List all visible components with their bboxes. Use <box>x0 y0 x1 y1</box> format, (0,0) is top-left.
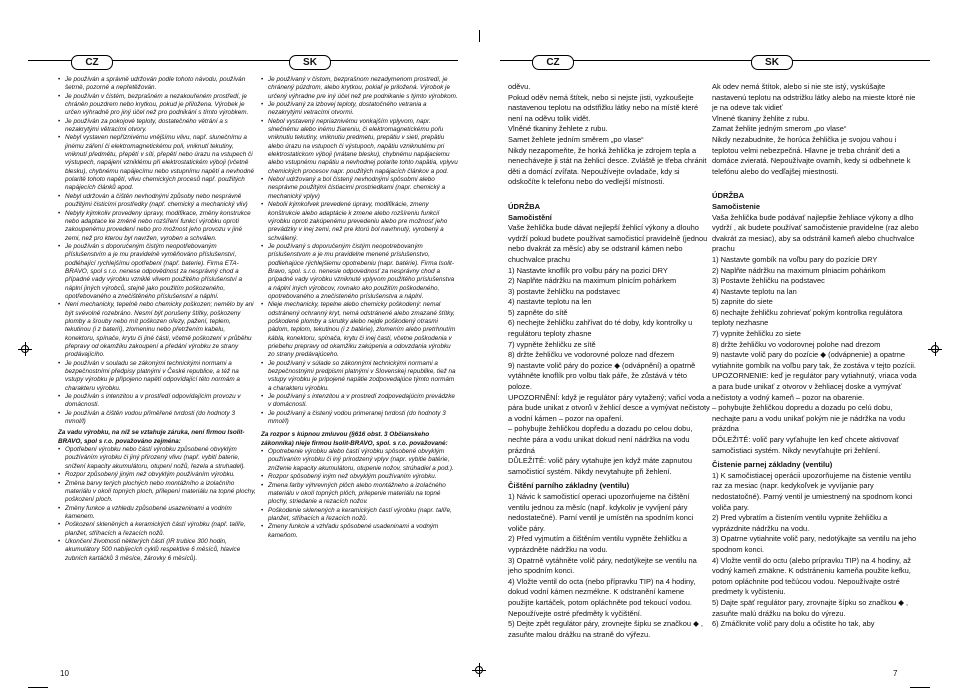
paragraph: DÔLEŽITÉ: volič pary vyťahujte len keď chcete aktivovať samočistiaci systém. Nikdy nevyťahujte pri žehlení. <box>712 435 900 455</box>
paragraph: Nikdy nezapomeňte, že horká žehlička je zdrojem tepla a nenechávejte ji stát na žehlicí desce. Zvláště je třeba chránit děti a domácí zvířata. Nepoužívejte ovladače, kdy si odskočíte k telefonu nebo do vedlejší místnosti. <box>508 145 707 187</box>
list-item: • Je používaný s intenzitou a v prostredí zodpovedajúcim prevádzke v domácnosti. <box>261 393 459 410</box>
paragraph: 5) Dajte späť regulátor pary, zrovnajte šípku so značkou ◆ , zasuňte malú drážku na boku do výrezu. <box>712 597 909 618</box>
paragraph: UPOZORNENIE: keď je regulátor pary vytiahnutý, vriaca voda a para bude unikať z otvorov v žehliacej doske a vymývať nečistoty a vodný kameň – pozor na obarenie. <box>712 371 917 402</box>
paragraph: Vaše žehlička bude dávat nejlepší žehlicí výkony a dlouho vydrží pokud budete používat samočisticí pravidelně (jednou nebo dvakrát za měsíc) aby se odstranil kámen nebo chuchvalce prachu <box>508 223 708 264</box>
list-item: • Je používán v čistém, bezprašném a nezakouřeném prostředí, je chráněn pouzdrem nebo krytkou, pokud je přiložena. Výrobek je určen výhradně pro jiný účel než pro podnikání s tímto výrobkem. <box>58 93 256 118</box>
warranty-exclusion-heading: Za vadu výrobku, na níž se vztahuje záruka, není firmou Isolit-BRAVO, spol s r.o. považováno zejména: <box>58 429 245 445</box>
list-item: • Zmena farby výhrevných plôch alebo montážneho a izolačného materiálu v okolí topných plôch, prilepenie materiálu na topné plochy, striedanie a rezacích nožov. <box>261 482 459 507</box>
paragraph: Vlnené tkaniny žehlite z rubu. <box>712 113 810 123</box>
paragraph: 2) Naplňte nádržku na maximum plniacim pohárikom <box>712 265 886 275</box>
list-item: • Rozpor způsobený jiným než obvyklým používáním výrobku. <box>58 471 256 479</box>
paragraph: 6) nechajte žehličku zohrievať pokým kontrolka regulátora teploty nezhasne <box>712 307 903 328</box>
warranty-exclusions-list <box>261 448 459 540</box>
language-badge-cz-left: CZ <box>71 55 113 70</box>
list-item: • Zmeny funkcie a vzhľadu spôsobené usadeninami a vodným kameňom. <box>261 523 459 540</box>
warranty-conditions-list <box>261 76 459 426</box>
section-heading-maintenance: ÚDRŽBA <box>712 191 745 201</box>
registration-mark-left <box>18 342 32 356</box>
language-badge-cz-right: CZ <box>532 55 574 70</box>
list-item: • Je používaný za izbovej teploty, dostatočného vetrania a nezakrytými vetracími otvormi. <box>261 101 459 118</box>
paragraph: 1) Návic k samočisticí operaci upozorňujeme na čištění ventilu jednou za měsíc (např. kdykoliv je vyvíjení páry nedostatečné). Parní ventil je umístěn na spodním konci voliče páry. <box>508 491 694 533</box>
paragraph: 5) zapnite do siete <box>712 297 773 307</box>
paragraph: 6) nechejte žehličku zahřívat do té doby, kdy kontrolky u regulátoru teploty zhasne <box>508 318 693 339</box>
section-heading-valve-cleaning: Čistenie parnej základny (ventilu) <box>712 460 833 470</box>
paragraph: 1) K samočistiacej operácii upozorňujeme na čistenie ventilu raz za mesiac (napr. kedykoľvek je vyvíjanie pary nedostatočné). Parný ventil je umiestnený na spodnom konci voliča pary. <box>712 470 913 512</box>
valve-cleaning-steps <box>712 471 919 630</box>
paragraph: UPOZORNĚNÍ: když je regulátor páry vytažený; vařicí voda a pára bude unikat z otvorů v žehlicí desce a vymývat nečistoty a vodní kámen – pozor na opaření. <box>508 392 711 423</box>
list-item: • Nebol udržovaný a bol čistený nevhodnými spôsobmi alebo nesprávne použitými čistiacimi prostriedkami (napr. chemický a mechanický vplyv) <box>261 176 459 201</box>
paragraph: 9) nastavte volič páry do pozice ◆ (odvápnění) a opatrně vytáhněte knoflík pro volbu tlak páře, že zůstává v této poloze. <box>508 360 696 392</box>
list-item: • Je používán a čištěn vodou přiměřené tvrdosti (do hodnoty 3 mmol/l) <box>58 410 256 427</box>
subheading-self-cleaning: Samočistění <box>508 212 552 222</box>
crop-mark-bottom-left <box>28 687 48 688</box>
paragraph: 8) držte žehličku vo vodorovnej polohe nad drezom <box>712 339 881 349</box>
list-item: • Je používán s intenzitou a v prostředí odpovídajícím provozu v domácnosti. <box>58 393 256 410</box>
paragraph: 5) zapněte do sítě <box>508 307 568 317</box>
paragraph: 2) Pred vybratím a čistením ventilu vypnite žehličku a vyprázdnite nádržku na vodu. <box>712 513 888 533</box>
registration-mark-right <box>928 342 942 356</box>
paragraph: 1) Nastavte knoflík pro volbu páry na pozici DRY <box>508 265 668 275</box>
column-sk-warranty <box>261 76 459 540</box>
paragraph: Nikdy nezabudnite, že horúca žehlička je svojou vahou i teplotou velmi nebezpečná. Hlavne je treba chrániť deti a domáce zvieratá. Nepoužívajte ovamih, kedy si odbehnete k telefónu alebo do vedľajšej miestnosti. <box>712 134 911 176</box>
warranty-conditions-list <box>58 76 256 426</box>
list-item: • Je používán v souladu se zákonými technickými normami a bezpečnostními předpisy platnými v České republice, a též na vstupy výrobku je připojeno napětí odpovídající této normám a charakteru výrobku. <box>58 360 256 393</box>
list-item: • Je používaný s doporučeným čistým neopotrebovaným príslušenstvom a je mu pravidelne menené príslušenstvo, podliehajúce rýchlejšiemu opotrebeniu (napr. batérie). Firma Isolit-Bravo, spol. s.r.o. nenesie odpovednosť za nesprávny chod a prípadné vady výrobku vzniknuté vplyvom použitého príslušenstva a náplní iných výrobcov, rovnako ako použitím poškodeného, opotrebovaného a znečisteného príslušenstva a náplní. <box>261 243 459 301</box>
column-sk-maintenance <box>712 82 919 630</box>
list-item: • Poškození skleněných a keramických částí výrobku (např. talíře, planžet, střihacích a řezacích nožů. <box>58 521 256 538</box>
paragraph: Pokud oděv nemá štítek, nebo si nejste jisti, vyzkoušejte nastavenou teplotu na odstřižku látky nebo na místě které není na oděvu tolik vidět. <box>508 92 699 123</box>
section-heading-valve-cleaning: Čištění parního základny (ventilu) <box>508 481 630 491</box>
section-heading-maintenance: ÚDRŽBA <box>508 201 541 211</box>
paragraph: 3) Postavte žehličku na podstavec <box>712 276 825 286</box>
paragraph: Vaša žehlička bude podávať najlepšie žehliace výkony a dlho vydrží , ak budete používať samočistenie pravidelne (raz alebo dvakrát za mesiac), aby sa odstránil kameň alebo chuchvalce prachu <box>712 212 919 254</box>
paragraph: 3) Opatrně vytáhněte volič páry, nedotýkejte se ventilu na jeho spodním konci. <box>508 555 697 576</box>
paragraph: – pohybujte žehličkou dopredu a dozadu po celú dobu, nechajte paru a vodu unikať pokým nie je nádržka na vodu prázdna <box>712 403 905 434</box>
registration-mark-bottom <box>472 663 486 677</box>
crop-mark-bottom-right <box>910 687 930 688</box>
ironing-tips <box>712 82 919 177</box>
list-item: • Je používaný v súlade so zákonnými technickými normami a bezpečnostnými predpismi platnými v Slovenskej republike, tiež na vstupy výrobku je pripojené napätie zodpovedajúce týmto normám a charakteru výrobku. <box>261 360 459 393</box>
column-cz-warranty <box>58 76 256 563</box>
list-item: • Je používán za pokojové teploty, dostatečného větrání a s nezakrytými větracími otvory. <box>58 118 256 135</box>
paragraph: Vlněné tkaniny žehlete z rubu. <box>508 124 608 134</box>
list-item: • Změny funkce a vzhledu způsobené usazeninami a vodním kamenem. <box>58 505 256 522</box>
list-item: • Není mechanicky, tepelně nebo chemicky poškozen; nemělo by ani být svévolně rozebráno. Nesmí být porušeny štítky, poškozeny plomby a šrouby nebo mít poškozen ořezy, pažení, teplem, tekutinou (i z baterií), zlomeninu nebo přetržením kabelu, konektoru, spínače, krytu či jiné části, včetně poškození v průběhu přepravy od okamžiku zakoupení a předání výrobku ze strany prodávajícího. <box>58 301 256 359</box>
paragraph: Ak odev nemá štítok, alebo si nie ste istý, vyskúšajte nastavenú teplotu na odstrižku látky alebo na mieste ktoré nie je na odeve tak vidieť <box>712 82 916 113</box>
ironing-tips <box>508 82 711 188</box>
list-item: • Nebol vystavený nepriaznivému vonkajším vplyvom, napr. slnečnému alebo inému žiareniu, či elektromagnetickému poľu vniknutiu tekutiny, vniknutiu predmetu, prepätiu v sieti, prepätiu alebo úrazu na vstupoch či výstupoch, napätiu vzniknutému pri elektrostatickom výboji (vrátane blesku), chybnému napájaciemu alebo vstupnému napätiu a nevhodnej polarite tohto napätia, vplyvu chemických procesov napr. použitých napájacích článkov a pod. <box>261 118 459 176</box>
center-crop-mark <box>479 30 480 42</box>
valve-cleaning-steps <box>508 492 711 640</box>
page-number-left: 10 <box>60 669 69 678</box>
paragraph: 2) Naplňte nádržku na maximum plnicím pohárkem <box>508 276 677 286</box>
list-item: • Ukončení životnosti některých částí (IR trubice 300 hodin, akumulátory 500 nabíjecích cyklů respektive 6 měsíců, hlavice zubních kartáčků 3 měsíce, žárovky 6 měsíců). <box>58 538 256 563</box>
paragraph: 4) Nastavte teplotu na lan <box>712 286 797 296</box>
list-item: • Poškodenie sklenených a keramických častí výrobku (napr. talíře, planžet, střihacích a řezacích nožů. <box>261 507 459 524</box>
self-cleaning-steps <box>712 213 919 457</box>
paragraph: 9) nastavte volič pary do pozície ◆ (odvápnenie) a opatrne vytiahnite gombík na voľbu pary tak, že zostáva v tejto pozícii. <box>712 350 916 370</box>
self-cleaning-steps <box>508 223 711 477</box>
paragraph: 7) vypnite žehličku zo siete <box>712 329 801 339</box>
paragraph: 8) držte žehličku ve vodorovné poloze nad dřezem <box>508 350 675 360</box>
list-item: • Nebyl udržován a čištěn nevhodnými způsoby nebo nesprávně použitými čisticími prostředky (např. chemický a mechanický vliv) <box>58 193 256 210</box>
warranty-exclusion-heading: Za rozpor s kúpnou zmluvou (§616 obst. 3 Občianskeho zákonníka) nieje firmou Isolit-BRAVO, spol. s r.o. považované: <box>261 431 448 447</box>
paragraph: 3) Opatrne vytiahnite volič pary, nedotýkajte sa ventilu na jeho spodnom konci. <box>712 534 917 554</box>
list-item: • Je používaný v čistom, bezprašnom nezadymenom prostredí, je chránený púzdrom, alebo krytkou, pokiaľ je priložená. Výrobok je určený výhradne pre iný účel než pre podnikanie s týmto výrobkom. <box>261 76 459 101</box>
paragraph: 3) postavte žehličku na podstavec <box>508 286 621 296</box>
language-badge-sk-right: SK <box>751 55 793 70</box>
column-cz-maintenance <box>508 82 711 640</box>
paragraph: 4) Vložte ventil do octa (nebo přípravku TIP) na 4 hodiny, dokud vodní kámen nezmékne. K odstranění kamene použijte kartáček, potom opláchněte pod tekoucí vodou. Nepoužívejte ostré předměty k vyčištění. <box>508 576 696 618</box>
paragraph: 4) nastavte teplotu na len <box>508 297 592 307</box>
paragraph: 5) Dejte zpět regulátor páry, zrovnejte šipku se značkou ◆ , zasuňte malou drážku na straně do výřezu. <box>508 619 703 639</box>
subheading-self-cleaning: Samočistenie <box>712 201 760 211</box>
paragraph: oděvu. <box>508 82 531 91</box>
paragraph: DŮLEŽITÉ: volič páry vytahujte jen když máte zapnutou samočisticí systém. Nikdy nevytahujte při žehlení. <box>508 456 692 476</box>
list-item: • Opotřebení výrobku nebo částí výrobku způsobené obvyklým používáním výrobku či jiný přirozený vlivu (např. vybití baterie, snížení kapacity akumulátoru, otupení nožů, řezela a struhadel). <box>58 446 256 471</box>
paragraph: 2) Před vyjmutím a čištěním ventilu vypněte žehličku a vyprázdněte nádržku na vodu. <box>508 534 687 554</box>
paragraph: 1) Nastavte gombík na voľbu pary do pozície DRY <box>712 254 878 264</box>
list-item: • Nieje mechanicky, tepelne alebo chemicky poškodený: nemal odstránený ochranný kryt, nemá odstránené alebo zmazané štítky, poškodené plomby a skrutky alebo nejde poškodený otrasmi pádom, teplom, tekutinou (i z batérie), zlomením alebo pretrhnutím kábla, konektoru, spínača, krytu či inej časti, včetne poškodenia v priebehu prepravy od okamžiku zakúpenia a odovzdania výrobku zo strany predávajúceho. <box>261 301 459 359</box>
list-item: • Nebyl vystaven nepříznivému vnějšímu vlivu, např. slunečnímu a jinému záření či elektromagnetickému poli, vniknutí tekutiny, vniknutí předmětu, přepětí v síti, přepětí nebo úrazu na vstupech či výstupech, napájení vzniklému při elektrostatickém výboji (včetně blesku), chybnému napájecímu nebo vstupnímu napětí a nevhodné polaritě tohoto napětí, vlivu chemických procesů např. použitých napájecích článků apod. <box>58 134 256 192</box>
list-item: • Je používán a správně udržován podle tohoto návodu, používán šetrně, pozorně a nepřetěžován. <box>58 76 256 93</box>
list-item: • Rozpor spôsobený iným než obvyklým používaním výrobku. <box>261 473 459 481</box>
paragraph: Samet žehlete jedním směrem „po vlase“ <box>508 134 644 144</box>
list-item: • Opotrebenie výrobku alebo častí výrobku spôsobené obvyklým používaním výrobku či iný prirodzený vplyv (napr. vybitie batérie, zníženie kapacity akumulátoru, otupenie nožov, strúhadiel a pod.). <box>261 448 459 473</box>
list-item: • Změna barvy terých plochých nebo montážního a izolačního materiálu v okolí topných ploch, přilepení materiálu na topné plochy, poškození ploch. <box>58 480 256 505</box>
page-number-right: 7 <box>893 669 898 678</box>
paragraph: 6) Zmáčknite volič pary dolu a očistite ho tak, aby <box>712 619 875 629</box>
list-item: • Je používaný a čistený vodou primeranej tvrdosti (do hodnoty 3 mmol/l) <box>261 410 459 427</box>
list-item: • Nebyly kýmkoliv provedeny úpravy, modifikace, změny konstrukce nebo adaptace ke změně nebo rozšíření funkcí výrobku oproti zakoupenému provedení nebo pro možnost jeho provozu v jiné zemi, než pro kterou byl navržen, vyroben a schválen. <box>58 210 256 243</box>
warranty-exclusions-list <box>58 446 256 563</box>
list-item: • Je používán s doporučeným čistým neopotřebovaným příslušenstvím a je mu pravidelně vyměňováno příslušenství, podléhající rychlejšímu opotřebení (např. baterie). Firma ETA-BRAVO, spol s r.o. nenese odpovědnost za nesprávný chod a případné vady výrobku vzniklé vlivem použitého příslušenství a náplní jiných výrobců, stejně jako použitím poškozeného, opotřebovaného a znečištěného příslušenství a náplní. <box>58 243 256 301</box>
language-badge-sk-left: SK <box>289 55 331 70</box>
paragraph: – pohybujte žehličkou dopředu a dozadu po celou dobu, nechte pára a vodu unikat dokud není nádržka na vodu prázdná <box>508 424 693 455</box>
list-item: • Nebolii kýmkoľvek prevedené úpravy, modifikácie, zmeny konštrukcie alebo adaptácie k zmene alebo rozšíreniu funkcií výrobku oproti zakúpenému prevedeniu alebo pre možnosť jeho prevádzky v inej zemi, než pre ktorú bol navrhnutý, vyrobený a schválený. <box>261 201 459 243</box>
paragraph: 4) Vložte ventil do octu (alebo prípravku TIP) na 4 hodiny, až vodný kameň zmäkne. K odstráneniu kameňa použite kefku, potom opláchnite pod tečúcou vodou. Nepoužívajte ostré predmety k vyčisteniu. <box>712 555 911 597</box>
paragraph: 7) vypněte žehličku ze sítě <box>508 339 596 349</box>
paragraph: Zamat žehlite jedným smerom „po vlase“ <box>712 124 847 134</box>
